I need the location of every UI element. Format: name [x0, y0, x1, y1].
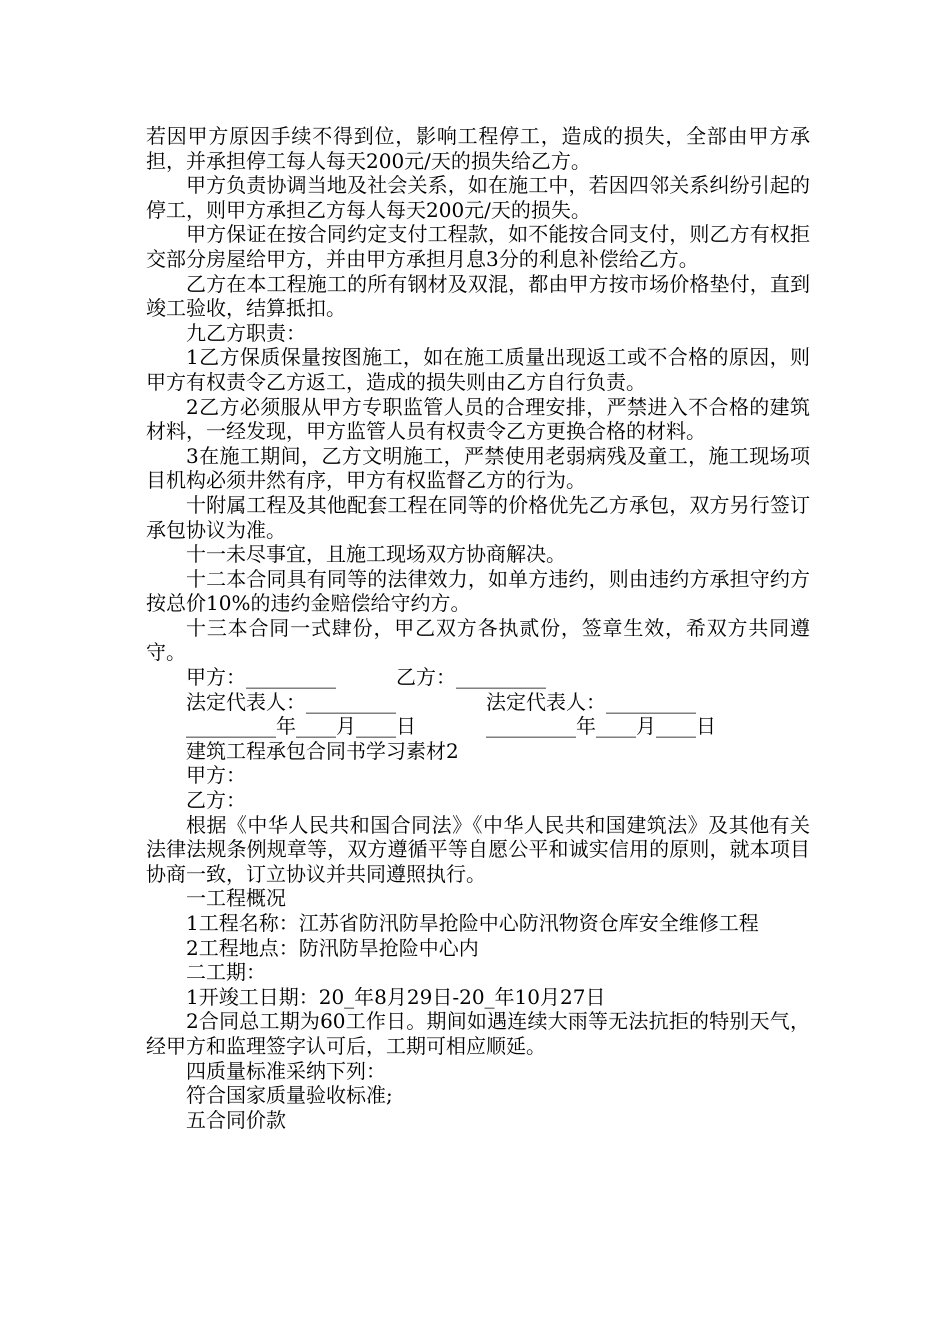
date-a: _________年____月____日	[186, 714, 416, 739]
paragraph: 根据《中华人民共和国合同法》《中华人民共和国建筑法》及其他有关法律法规条例规章等，双方遵循平等自愿公平和诚实信用的原则，就本项目协商一致，订立协议并共同遵照执行。	[146, 812, 810, 886]
paragraph: 十一未尽事宜，且施工现场双方协商解决。	[186, 542, 566, 567]
paragraph: 乙方：	[186, 788, 246, 813]
paragraph: 一工程概况	[186, 886, 286, 911]
signature-line-party	[146, 665, 810, 690]
paragraph: 2工程地点：防汛防旱抢险中心内	[186, 935, 479, 960]
date-b: _________年____月____日	[486, 714, 716, 739]
document-body	[146, 124, 810, 1132]
paragraph: 2合同总工期为60工作日。期间如遇连续大雨等无法抗拒的特别天气，经甲方和监理签字认可后，工期可相应顺延。	[146, 1009, 810, 1058]
signature-line-date	[146, 714, 810, 739]
paragraph: 若因甲方原因手续不得到位，影响工程停工，造成的损失，全部由甲方承担，并承担停工每人每天200元/天的损失给乙方。	[146, 124, 810, 173]
party-a-signature: 甲方：_________	[186, 665, 336, 690]
paragraph: 二工期：	[186, 960, 266, 985]
paragraph: 十附属工程及其他配套工程在同等的价格优先乙方承包，双方另行签订承包协议为准。	[146, 492, 810, 542]
paragraph: 五合同价款	[186, 1107, 286, 1132]
paragraph: 十二本合同具有同等的法律效力，如单方违约，则由违约方承担守约方按总价10%的违约金赔偿给守约方。	[146, 566, 810, 616]
party-b-signature: 乙方：_________	[396, 665, 546, 690]
paragraph: 九乙方职责：	[186, 320, 306, 345]
paragraph: 1开竣工日期：20_年8月29日-20_年10月27日	[186, 984, 606, 1009]
paragraph: 甲方负责协调当地及社会关系，如在施工中，若因四邻关系纠纷引起的停工，则甲方承担乙方每人每天200元/天的损失。	[146, 173, 810, 222]
paragraph: 四质量标准采纳下列：	[186, 1058, 386, 1083]
rep-a-signature: 法定代表人：_________	[186, 689, 396, 714]
paragraph: 1乙方保质保量按图施工，如在施工质量出现返工或不合格的原因，则甲方有权责令乙方返工，造成的损失则由乙方自行负责。	[146, 345, 810, 394]
signature-line-representative	[146, 690, 810, 715]
paragraph: 乙方在本工程施工的所有钢材及双混，都由甲方按市场价格垫付，直到竣工验收，结算抵扣。	[146, 271, 810, 321]
section-title: 建筑工程承包合同书学习素材2	[186, 738, 459, 763]
paragraph: 十三本合同一式肆份，甲乙双方各执贰份，签章生效，希双方共同遵守。	[146, 615, 810, 665]
paragraph: 甲方保证在按合同约定支付工程款，如不能按合同支付，则乙方有权拒交部分房屋给甲方，并由甲方承担月息3分的利息补偿给乙方。	[146, 222, 810, 271]
paragraph: 甲方：	[186, 763, 246, 788]
paragraph: 1工程名称：江苏省防汛防旱抢险中心防汛物资仓库安全维修工程	[186, 911, 759, 935]
paragraph: 符合国家质量验收标准;	[186, 1083, 393, 1108]
paragraph: 2乙方必须服从甲方专职监管人员的合理安排，严禁进入不合格的建筑材料，一经发现，甲方监管人员有权责令乙方更换合格的材料。	[146, 394, 810, 444]
paragraph: 3在施工期间，乙方文明施工，严禁使用老弱病残及童工，施工现场项目机构必须井然有序，甲方有权监督乙方的行为。	[146, 443, 810, 493]
rep-b-signature: 法定代表人：_________	[486, 689, 696, 714]
